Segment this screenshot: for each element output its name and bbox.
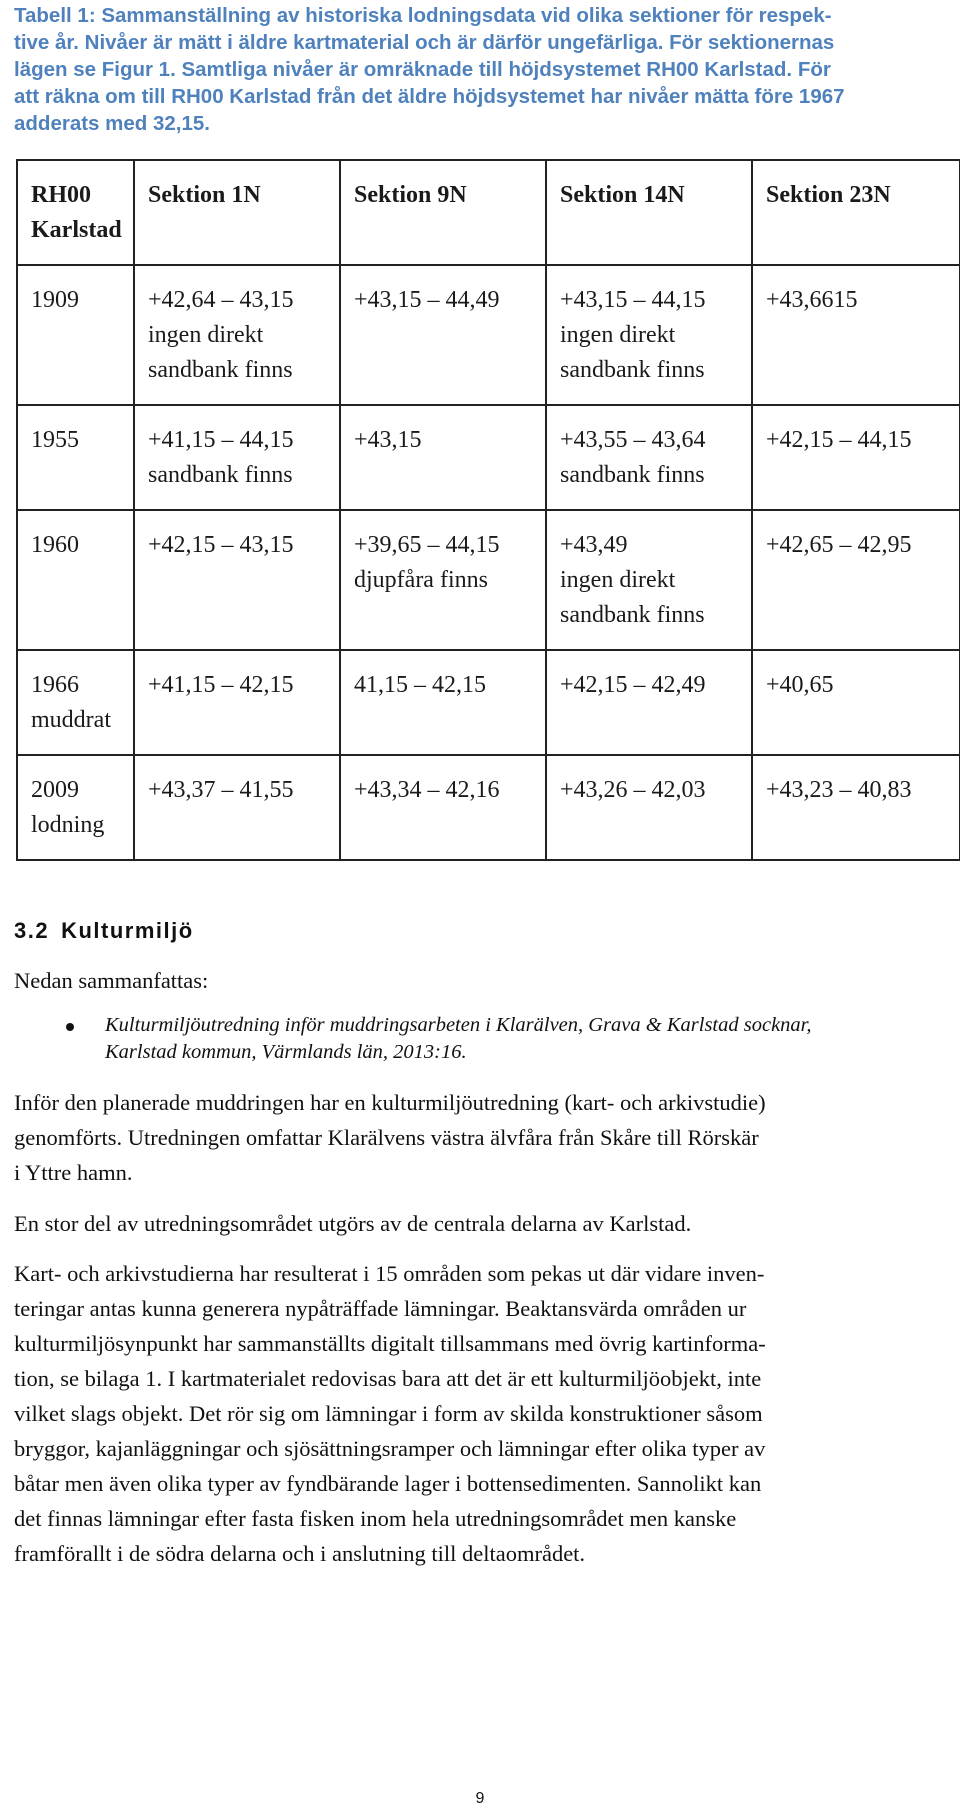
table-cell: +40,65 bbox=[752, 650, 960, 755]
table-cell: 41,15 – 42,15 bbox=[340, 650, 546, 755]
table-cell: +43,23 – 40,83 bbox=[752, 755, 960, 860]
list-item bbox=[60, 1012, 950, 1066]
table-cell: +43,26 – 42,03 bbox=[546, 755, 752, 860]
header-section-14n: Sektion 14N bbox=[546, 160, 752, 265]
header-section-1n: Sektion 1N bbox=[134, 160, 340, 265]
intro-text: Nedan sammanfattas: bbox=[14, 968, 209, 993]
paragraph: En stor del av utredningsområdet utgörs av de centrala delarna av Karlstad. bbox=[14, 1211, 692, 1236]
table-row-1966 bbox=[17, 650, 960, 755]
table-row-2009 bbox=[17, 755, 960, 860]
table-cell: +42,15 – 44,15 bbox=[752, 405, 960, 510]
table-cell: +43,6615 bbox=[752, 265, 960, 405]
bullet-icon bbox=[66, 1023, 74, 1031]
header-section-23n: Sektion 23N bbox=[752, 160, 960, 265]
table-cell: +43,15 bbox=[340, 405, 546, 510]
table-cell: +42,65 – 42,95 bbox=[752, 510, 960, 650]
table-cell: +43,34 – 42,16 bbox=[340, 755, 546, 860]
page-number: 9 bbox=[475, 1790, 485, 1807]
table-cell: +42,15 – 42,49 bbox=[546, 650, 752, 755]
section-heading bbox=[14, 918, 194, 944]
paragraph: Inför den planerade muddringen har en kulturmiljöutredning (kart- och arkivstudie) genomförts. Utredningen omfattar Klarälvens västra älvfåra från Skåre till Rörskär i Yttre hamn. bbox=[14, 1090, 766, 1185]
table-cell: +39,65 – 44,15 djupfåra finns bbox=[340, 510, 546, 650]
soundings-table bbox=[16, 159, 960, 861]
table-cell: +43,37 – 41,55 bbox=[134, 755, 340, 860]
table-cell: +41,15 – 44,15 sandbank finns bbox=[134, 405, 340, 510]
row-year: 1960 bbox=[17, 510, 134, 650]
row-year: 2009 lodning bbox=[17, 755, 134, 860]
table-cell: +42,64 – 43,15 ingen direkt sandbank finns bbox=[134, 265, 340, 405]
table-row-1960 bbox=[17, 510, 960, 650]
section-title: Kulturmiljö bbox=[61, 918, 194, 943]
table-cell: +41,15 – 42,15 bbox=[134, 650, 340, 755]
table-cell: +43,15 – 44,15 ingen direkt sandbank finns bbox=[546, 265, 752, 405]
row-year: 1909 bbox=[17, 265, 134, 405]
table-cell: +43,15 – 44,49 bbox=[340, 265, 546, 405]
row-year: 1966 muddrat bbox=[17, 650, 134, 755]
header-section-9n: Sektion 9N bbox=[340, 160, 546, 265]
table-row-1909 bbox=[17, 265, 960, 405]
bullet-list bbox=[60, 1012, 950, 1066]
table-cell: +43,49 ingen direkt sandbank finns bbox=[546, 510, 752, 650]
section-number: 3.2 bbox=[14, 918, 50, 943]
header-height-system: RH00 Karlstad bbox=[17, 160, 134, 265]
table-cell: +43,55 – 43,64 sandbank finns bbox=[546, 405, 752, 510]
table-header-row bbox=[17, 160, 960, 265]
table-cell: +42,15 – 43,15 bbox=[134, 510, 340, 650]
row-year: 1955 bbox=[17, 405, 134, 510]
table-row-1955 bbox=[17, 405, 960, 510]
paragraph: Kart- och arkivstudierna har resulterat i 15 områden som pekas ut där vidare inven- teringar antas kunna generera nypåträffade lämningar. Beaktansvärda områden ur kulturmiljösynpunkt har sammanställts digitalt tillsammans med övrig kartinforma- tion, se bilaga 1. I kartmaterialet redovisas bara att det är ett kulturmiljöobjekt, inte vilket slags objekt. Det rör sig om lämningar i form av skilda konstruktioner såsom bryggor, kajanläggningar och sjösättningsramper och lämningar efter olika typer av båtar men även olika typer av fyndbärande lager i bottensedimenten. Sannolikt kan det finnas lämningar efter fasta fisken inom hela utredningsområdet men kanske framförallt i de södra delarna och i anslutning till deltaområdet. bbox=[14, 1261, 766, 1566]
table-caption: Tabell 1: Sammanställning av historiska lodningsdata vid olika sektioner för respek- tive år. Nivåer är mätt i äldre kartmaterial och är därför ungefärliga. För sektionernas lägen se Figur 1. Samtliga nivåer är omräknade till höjdsystemet RH00 Karlstad. För att räkna om till RH00 Karlstad från det äldre höjdsystemet har nivåer mätta före 1967 adderats med 32,15. bbox=[14, 4, 845, 135]
list-item-text: Kulturmiljöutredning inför muddringsarbeten i Klarälven, Grava & Karlstad socknar, Karlstad kommun, Värmlands län, 2013:16. bbox=[105, 1014, 812, 1063]
